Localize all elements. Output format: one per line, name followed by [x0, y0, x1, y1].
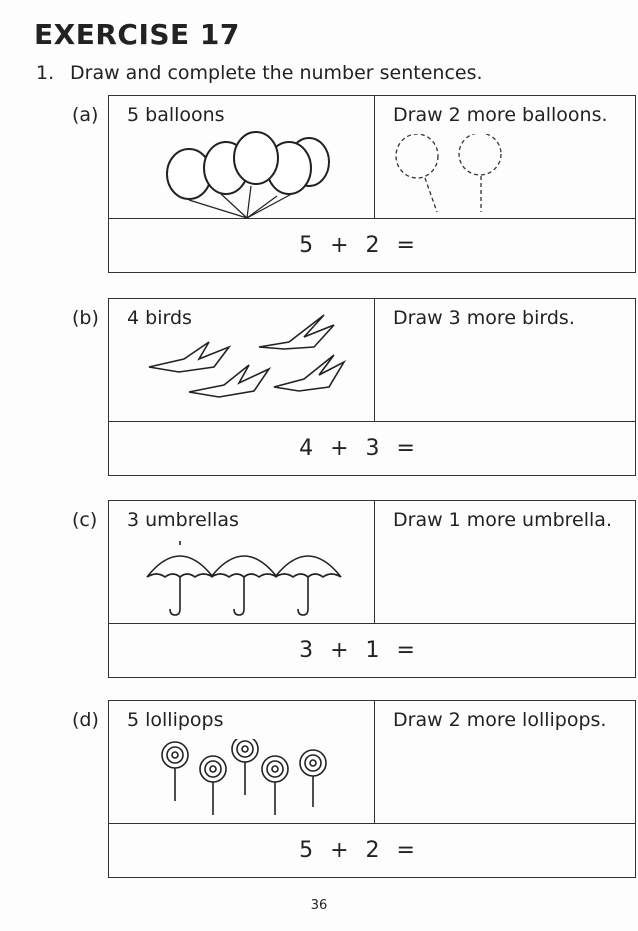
drawing-area[interactable]: [375, 299, 635, 421]
drawing-area[interactable]: [375, 501, 635, 623]
given-text: 3 umbrellas: [127, 509, 239, 531]
question-1: [36, 62, 483, 84]
given-cell: [109, 501, 375, 623]
number-sentence[interactable]: 5 + 2 =: [299, 837, 415, 863]
given-cell: [109, 96, 375, 218]
part-label-d: (d): [72, 709, 99, 731]
given-text: 4 birds: [127, 307, 192, 329]
given-text: 5 lollipops: [127, 709, 224, 731]
exercise-box-b: [108, 298, 636, 476]
drawing-area[interactable]: [375, 96, 635, 218]
exercise-box-d: [108, 700, 636, 878]
question-text: Draw and complete the number sentences.: [70, 62, 483, 84]
umbrellas-icon: [145, 541, 355, 621]
given-cell: [109, 299, 375, 421]
birds-icon: [139, 307, 359, 407]
lollipops-icon: [153, 739, 343, 823]
question-number: 1.: [36, 62, 55, 84]
number-sentence[interactable]: 4 + 3 =: [299, 435, 415, 461]
exercise-box-c: [108, 500, 636, 678]
number-sentence[interactable]: 3 + 1 =: [299, 637, 415, 663]
number-sentence[interactable]: 5 + 2 =: [299, 232, 415, 258]
instruction-text: Draw 2 more lollipops.: [393, 709, 607, 731]
instruction-text: Draw 2 more balloons.: [393, 104, 608, 126]
exercise-title: EXERCISE 17: [34, 18, 240, 51]
exercise-box-a: [108, 95, 636, 273]
part-label-b: (b): [72, 307, 99, 329]
instruction-text: Draw 3 more birds.: [393, 307, 575, 329]
instruction-text: Draw 1 more umbrella.: [393, 509, 612, 531]
dashed-balloons-icon: [395, 134, 515, 218]
drawing-area[interactable]: [375, 701, 635, 823]
given-cell: [109, 701, 375, 823]
page-number: 36: [310, 898, 328, 913]
part-label-a: (a): [72, 104, 99, 126]
part-label-c: (c): [72, 509, 98, 531]
balloons-icon: [139, 130, 359, 220]
given-text: 5 balloons: [127, 104, 225, 126]
